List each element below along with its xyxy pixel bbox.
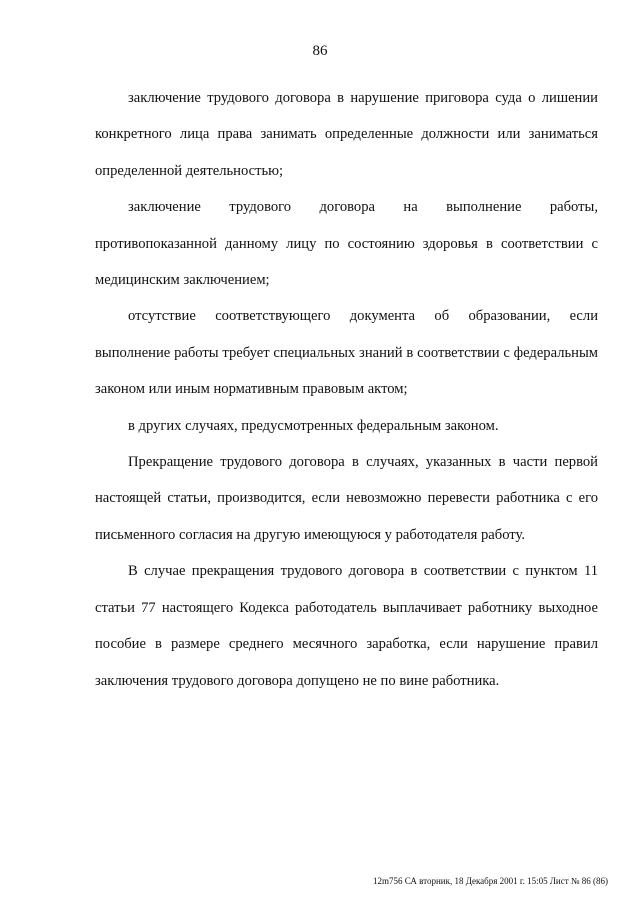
paragraph-health-contraindication: заключение трудового договора на выполнение работы, противопоказанной данному лицу по состоянию здоровья в соответствии с медицинским заключением; [95,199,598,289]
paragraph-other-cases: в других случаях, предусмотренных федеральным законом. [128,417,499,434]
paragraph-sentence-violation: заключение трудового договора в нарушение приговора суда о лишении конкретного лица права занимать определенные должности или заниматься определенной деятельностью; [95,90,598,179]
page-number: 86 [312,43,328,59]
paragraph-severance-pay: В случае прекращения трудового договора в соответствии с пунктом 11 статьи 77 настоящего Кодекса работодатель выплачивает работнику выходное пособие в размере среднего месячного заработка, если нарушение правил заключения трудового договора допущено не по вине работника. [95,563,598,689]
paragraph-termination-transfer: Прекращение трудового договора в случаях, указанных в части первой настоящей статьи, производится, если невозможно перевести работника с его письменного согласия на другую имеющуюся у работодателя работу. [95,454,598,543]
document-body [95,80,598,699]
page-footer: 12m756 СА вторник, 18 Декабря 2001 г. 15:05 Лист № 86 (86) [373,876,608,886]
paragraph-missing-education-document: отсутствие соответствующего документа об образовании, если выполнение работы требует специальных знаний в соответствии с федеральным законом или иным нормативным правовым актом; [95,308,598,398]
